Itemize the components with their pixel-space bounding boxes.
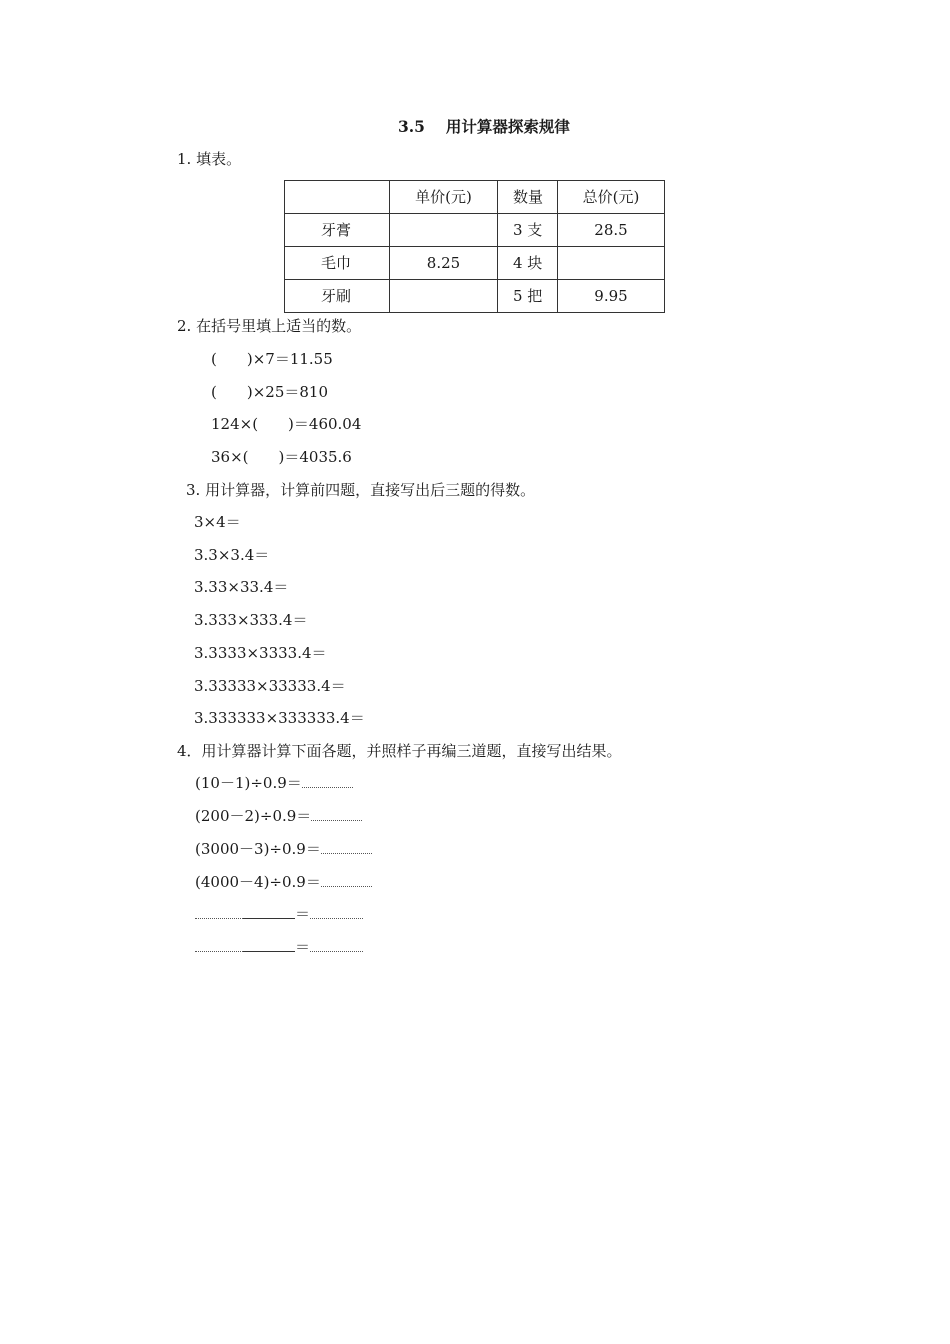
answer-blank[interactable] bbox=[310, 904, 363, 919]
table-cell: 4 块 bbox=[498, 247, 558, 280]
expression-blank[interactable] bbox=[243, 904, 295, 919]
answer-blank[interactable] bbox=[321, 839, 372, 854]
table-cell: 牙刷 bbox=[285, 280, 390, 313]
table-header-cell bbox=[285, 181, 390, 214]
answer-blank[interactable] bbox=[310, 937, 363, 952]
table-header-row bbox=[285, 181, 665, 214]
table-cell: 9.95 bbox=[558, 280, 665, 313]
table-cell-blank[interactable] bbox=[390, 214, 498, 247]
question-2-item: ( )×7＝11.55 bbox=[211, 350, 333, 368]
question-4-item bbox=[195, 872, 372, 892]
table-header-cell: 总价(元) bbox=[558, 181, 665, 214]
question-4-custom-item bbox=[195, 937, 363, 957]
expression-blank[interactable] bbox=[195, 937, 243, 952]
table-cell: 毛巾 bbox=[285, 247, 390, 280]
expression: (200－2)÷0.9＝ bbox=[195, 807, 312, 825]
table-cell: 牙膏 bbox=[285, 214, 390, 247]
table-cell: 8.25 bbox=[390, 247, 498, 280]
table-cell-blank[interactable] bbox=[558, 247, 665, 280]
question-4-label: 4．用计算器计算下面各题，并照样子再编三道题，直接写出结果。 bbox=[177, 742, 622, 760]
table-row bbox=[285, 247, 665, 280]
page-title: 3.5 用计算器探索规律 bbox=[398, 117, 570, 136]
question-3-item: 3.333×333.4＝ bbox=[194, 611, 308, 629]
expression: (3000－3)÷0.9＝ bbox=[195, 840, 321, 858]
expression-blank[interactable] bbox=[243, 937, 295, 952]
table-cell: 5 把 bbox=[498, 280, 558, 313]
table-header-cell: 数量 bbox=[498, 181, 558, 214]
question-2-item: 36×( )＝4035.6 bbox=[211, 448, 352, 466]
question-2-item: 124×( )＝460.04 bbox=[211, 415, 362, 433]
table-header-cell: 单价(元) bbox=[390, 181, 498, 214]
expression-blank[interactable] bbox=[195, 904, 243, 919]
answer-blank[interactable] bbox=[321, 872, 372, 887]
table-row bbox=[285, 280, 665, 313]
table-cell-blank[interactable] bbox=[390, 280, 498, 313]
question-4-item bbox=[195, 773, 353, 793]
question-3-item: 3.333333×333333.4＝ bbox=[194, 709, 365, 727]
equals-sign: ＝ bbox=[295, 905, 311, 923]
question-3-item: 3×4＝ bbox=[194, 513, 241, 531]
question-4-item bbox=[195, 806, 362, 826]
answer-blank[interactable] bbox=[311, 806, 362, 821]
answer-blank[interactable] bbox=[302, 773, 353, 788]
expression: (4000－4)÷0.9＝ bbox=[195, 873, 321, 891]
question-3-label: 3. 用计算器，计算前四题，直接写出后三题的得数。 bbox=[186, 481, 536, 499]
question-2-item: ( )×25＝810 bbox=[211, 383, 328, 401]
question-3-item: 3.3×3.4＝ bbox=[194, 546, 270, 564]
table-cell: 3 支 bbox=[498, 214, 558, 247]
question-1-label: 1. 填表。 bbox=[177, 150, 242, 168]
question-3-item: 3.33×33.4＝ bbox=[194, 578, 289, 596]
equals-sign: ＝ bbox=[295, 938, 311, 956]
question-3-item: 3.33333×33333.4＝ bbox=[194, 677, 346, 695]
table-cell: 28.5 bbox=[558, 214, 665, 247]
question-4-item bbox=[195, 839, 372, 859]
question-4-custom-item bbox=[195, 904, 363, 924]
question-3-item: 3.3333×3333.4＝ bbox=[194, 644, 327, 662]
expression: (10－1)÷0.9＝ bbox=[195, 774, 302, 792]
price-table bbox=[284, 180, 665, 313]
table-row bbox=[285, 214, 665, 247]
question-2-label: 2. 在括号里填上适当的数。 bbox=[177, 317, 362, 335]
